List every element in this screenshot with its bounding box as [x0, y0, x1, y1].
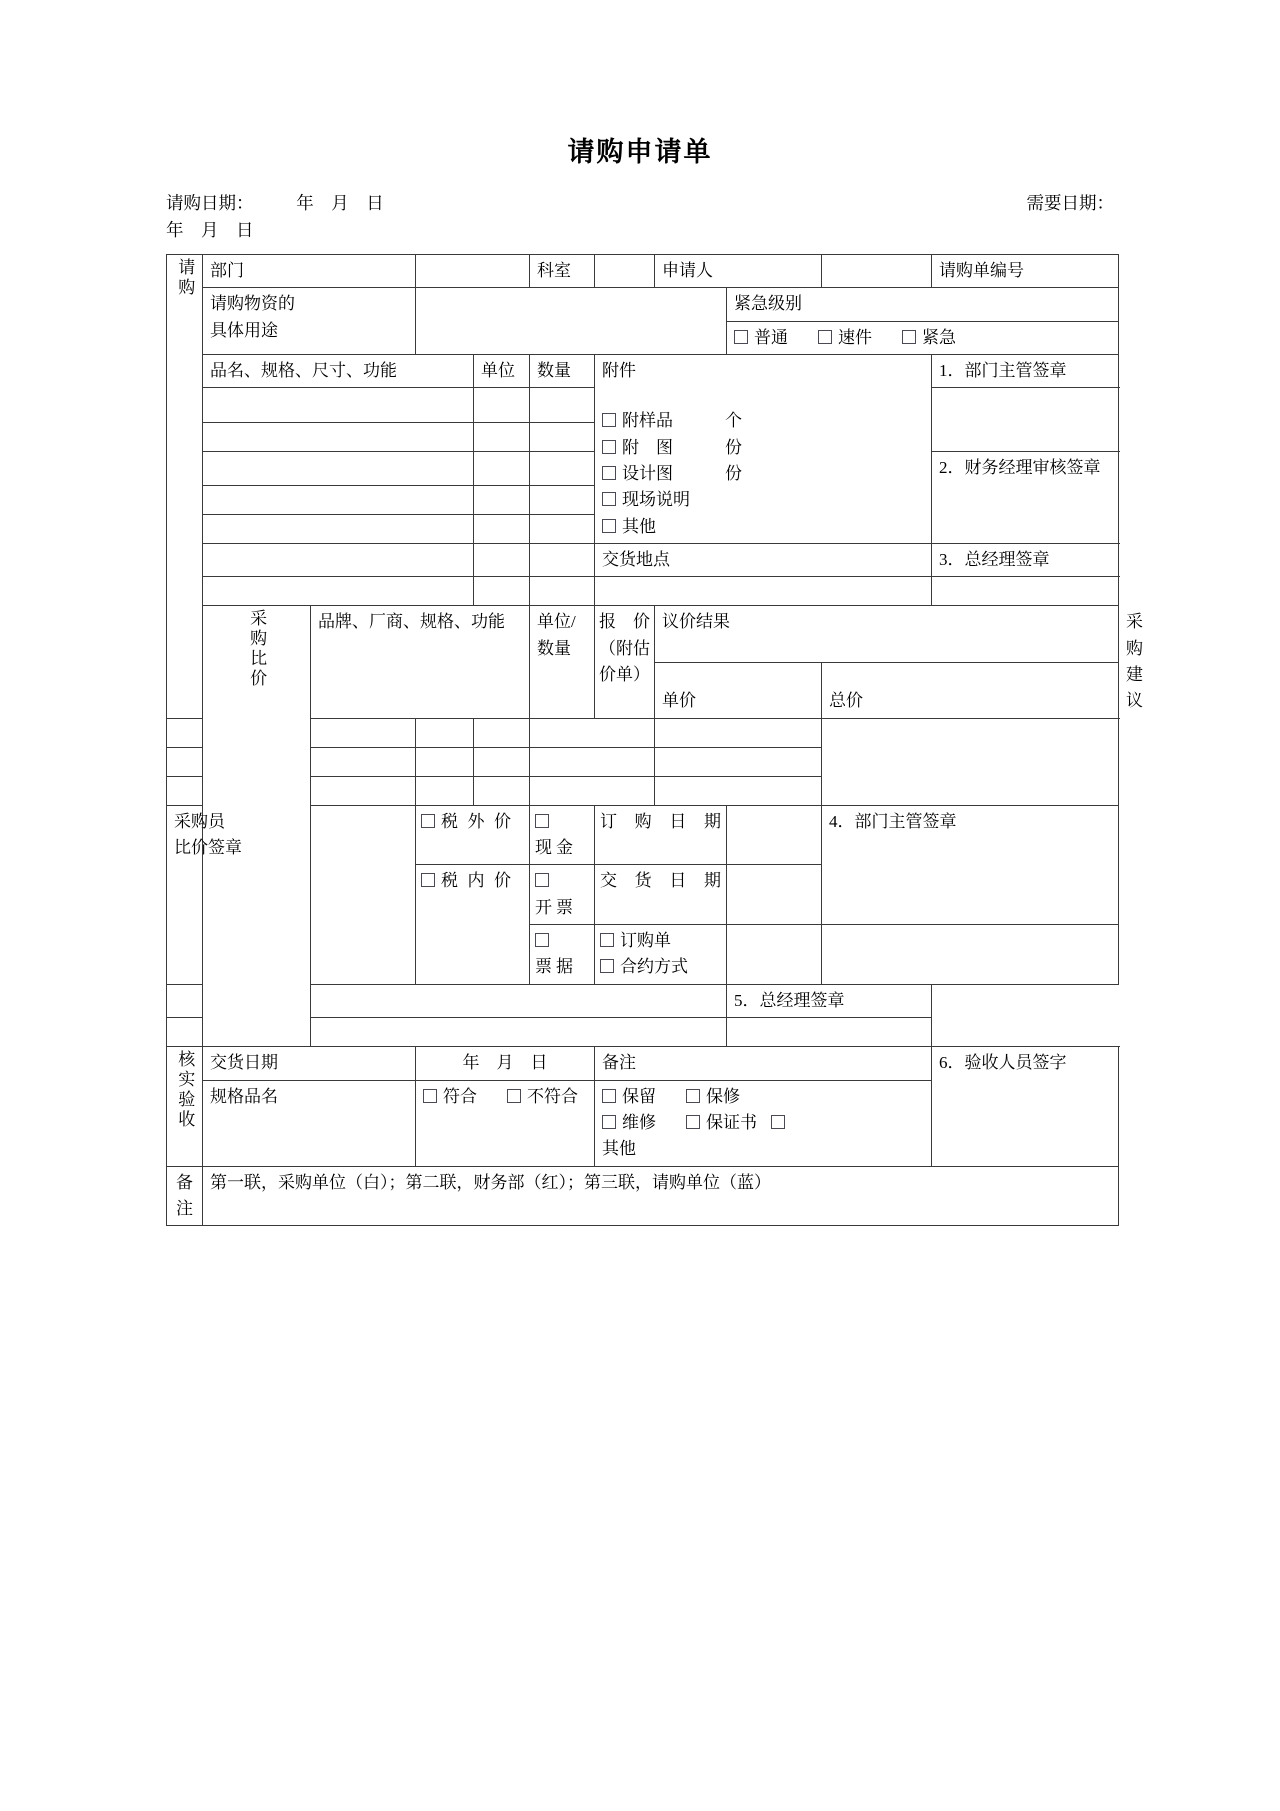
item-name-value[interactable]: [203, 544, 474, 577]
requisition-form-table: [166, 254, 1143, 1226]
verify-remark-options: 保留 保修 维修 保证书 其他: [595, 1080, 932, 1166]
item-qty-value[interactable]: [530, 388, 595, 422]
col-header-attachment: 附件: [602, 360, 636, 380]
col-header-unit-price: 单价: [655, 662, 822, 718]
table-row-signature-5-area: [167, 1018, 1119, 1047]
item-name-value[interactable]: [203, 577, 474, 606]
cash-option: 现金: [530, 805, 595, 865]
item-qty-value[interactable]: [530, 451, 595, 485]
page-title: 请购申请单: [567, 137, 713, 167]
urgency-option-urgent: 紧急: [922, 327, 956, 347]
attachment-option-sample: 附样品 个: [602, 408, 924, 434]
table-row-item: [167, 577, 1119, 606]
footer-remark-label: 备注: [167, 1166, 203, 1226]
urgency-options: [727, 321, 1119, 354]
checkbox-hold[interactable]: [602, 1089, 616, 1103]
table-row-footer-remark: [167, 1166, 1119, 1226]
verify-spec-label: 规格品名: [203, 1080, 416, 1166]
signature-4-area[interactable]: [822, 925, 1119, 985]
item-qty-value[interactable]: [530, 577, 595, 606]
brand-value[interactable]: [167, 776, 416, 805]
tax-exclusive-option: 税外价: [416, 805, 530, 865]
table-row-delivery-place: [167, 544, 1119, 577]
section-value[interactable]: [595, 254, 655, 287]
col-header-brand: 品牌、厂商、规格、功能: [311, 606, 530, 718]
table-row-department: [167, 254, 1119, 287]
date-bar: [166, 190, 1114, 244]
section-label-compare: 采购比价: [203, 606, 311, 1047]
order-no-label: 请购单编号: [932, 254, 1119, 287]
table-row-item-header: [167, 354, 1119, 387]
footer-remark-text: 第一联，采购单位（白）；第二联，财务部（红）；第三联，请购单位（蓝）: [203, 1166, 1119, 1226]
verify-remark-label: 备注: [595, 1047, 932, 1080]
item-unit-value[interactable]: [474, 577, 530, 606]
section-label: 科室: [530, 254, 595, 287]
unit-qty-value[interactable]: [416, 718, 474, 747]
dept-value[interactable]: [416, 254, 530, 287]
table-row-tax-cash: [167, 805, 1119, 865]
order-date-label: 订购日期: [595, 805, 727, 865]
checkbox-other-verify[interactable]: [771, 1115, 785, 1129]
need-date-group: [1027, 190, 1115, 217]
purchase-advice-value[interactable]: [822, 718, 1119, 805]
checkbox-tax-inclusive[interactable]: [421, 873, 435, 887]
signature-2-finance-manager[interactable]: 2．财务经理审核签章: [932, 451, 1119, 543]
signature-3-general-manager[interactable]: 3．总经理签章: [932, 544, 1119, 577]
urgency-label: 紧急级别: [727, 288, 1119, 321]
signature-1-area[interactable]: [932, 388, 1119, 451]
brand-value[interactable]: [167, 747, 416, 776]
item-name-value[interactable]: [203, 451, 474, 485]
purpose-value[interactable]: [416, 288, 727, 355]
verify-delivery-date-value[interactable]: 年 月 日: [416, 1047, 595, 1080]
item-unit-value[interactable]: [474, 486, 530, 515]
verify-conformity-options: 符合 不符合: [416, 1080, 595, 1166]
checkbox-certificate[interactable]: [686, 1115, 700, 1129]
item-unit-value[interactable]: [474, 388, 530, 422]
delivery-date-label-compare: 交货日期: [595, 865, 727, 925]
attachment-option-design: 设计图 份: [602, 461, 924, 487]
item-unit-value[interactable]: [474, 544, 530, 577]
urgency-option-normal: 普通: [754, 327, 788, 347]
checkbox-receipt[interactable]: [535, 933, 549, 947]
item-name-value[interactable]: [203, 515, 474, 544]
signature-1-dept-manager[interactable]: 1．部门主管签章: [932, 354, 1119, 387]
attachment-option-other: 其他: [602, 514, 924, 540]
table-row-purpose: [167, 288, 1119, 321]
item-unit-value[interactable]: [474, 515, 530, 544]
quote-value[interactable]: [474, 718, 530, 747]
total-price-value[interactable]: [655, 718, 822, 747]
item-unit-value[interactable]: [474, 451, 530, 485]
item-name-value[interactable]: [203, 388, 474, 422]
checkbox-repair[interactable]: [602, 1115, 616, 1129]
section-label-request: 请购: [167, 254, 203, 718]
table-row-verify-delivery: [167, 1047, 1119, 1080]
receipt-option: 票据: [530, 925, 595, 985]
unit-price-value[interactable]: [530, 718, 655, 747]
col-header-qty: 数量: [530, 354, 595, 387]
order-contract-value[interactable]: [727, 925, 822, 985]
applicant-label: 申请人: [655, 254, 822, 287]
need-date-label: 需要日期：: [1026, 192, 1114, 213]
checkbox-cash[interactable]: [535, 814, 549, 828]
checkbox-attach-design[interactable]: [602, 466, 616, 480]
unit-qty-value[interactable]: [416, 747, 474, 776]
item-name-value[interactable]: [203, 486, 474, 515]
compare-blank-area[interactable]: [167, 984, 727, 1017]
verify-delivery-date-label: 交货日期: [203, 1047, 416, 1080]
need-date-units[interactable]: 年 月 日: [166, 219, 254, 240]
item-qty-value[interactable]: [530, 486, 595, 515]
unit-qty-value[interactable]: [416, 776, 474, 805]
item-name-value[interactable]: [203, 422, 474, 451]
item-qty-value[interactable]: [530, 515, 595, 544]
checkbox-attach-drawing[interactable]: [602, 440, 616, 454]
attachment-option-drawing: 附 图 份: [602, 435, 924, 461]
signature-5-general-manager[interactable]: 5．总经理签章: [727, 984, 932, 1017]
buyer-compare-signature-value[interactable]: [311, 805, 416, 984]
col-header-unit: 单位: [474, 354, 530, 387]
dept-label: 部门: [203, 254, 416, 287]
delivery-place-value[interactable]: [595, 577, 932, 606]
col-header-quote: 报 价（附估价单）: [595, 606, 655, 718]
unit-price-value[interactable]: [530, 747, 655, 776]
signature-4-dept-manager[interactable]: 4．部门主管签章: [822, 805, 1119, 924]
unit-price-value[interactable]: [530, 776, 655, 805]
checkbox-nonconform[interactable]: [507, 1089, 521, 1103]
col-header-unit-qty: 单位/ 数量: [530, 606, 595, 718]
request-date-units[interactable]: 年 月 日: [296, 192, 384, 213]
table-row-signature-5: [167, 984, 1119, 1017]
checkbox-attach-sample[interactable]: [602, 413, 616, 427]
item-qty-value[interactable]: [530, 544, 595, 577]
section-label-verify: 核实验收: [167, 1047, 203, 1166]
delivery-place-label: 交货地点: [595, 544, 932, 577]
col-header-item: 品名、规格、尺寸、功能: [203, 354, 474, 387]
checkbox-attach-other[interactable]: [602, 519, 616, 533]
tax-inclusive-option: 税内价: [416, 865, 530, 984]
signature-3-area[interactable]: [932, 577, 1119, 606]
checkbox-order-form[interactable]: [600, 933, 614, 947]
signature-5-area[interactable]: [727, 1018, 932, 1047]
checkbox-urgency-urgent[interactable]: [902, 330, 916, 344]
invoice-option: 开票: [530, 865, 595, 925]
table-row-compare-header: 采购比价 品牌、厂商、规格、功能 单位/ 数量 报 价（附估价单） 议价结果 采购建议: [167, 606, 1119, 662]
checkbox-invoice[interactable]: [535, 873, 549, 887]
total-price-value[interactable]: [655, 747, 822, 776]
attachment-cell: [595, 354, 932, 543]
purpose-label: 请购物资的 具体用途: [203, 288, 416, 355]
col-header-negotiation: 议价结果: [655, 606, 1119, 662]
item-unit-value[interactable]: [474, 422, 530, 451]
request-date-label: 请购日期：: [166, 192, 254, 213]
brand-value[interactable]: [167, 718, 416, 747]
applicant-value[interactable]: [822, 254, 932, 287]
signature-6-inspector[interactable]: 6．验收人员签字: [932, 1047, 1119, 1166]
compare-blank-area[interactable]: [167, 1018, 727, 1047]
urgency-option-express: 速件: [838, 327, 872, 347]
delivery-date-value-compare[interactable]: [727, 865, 822, 925]
checkbox-tax-exclusive[interactable]: [421, 814, 435, 828]
checkbox-urgency-express[interactable]: [818, 330, 832, 344]
quote-value[interactable]: [474, 776, 530, 805]
checkbox-attach-onsite[interactable]: [602, 492, 616, 506]
col-header-total-price: 总价: [822, 662, 1119, 718]
order-date-value[interactable]: [727, 805, 822, 865]
checkbox-conform[interactable]: [423, 1089, 437, 1103]
total-price-value[interactable]: [655, 776, 822, 805]
item-qty-value[interactable]: [530, 422, 595, 451]
order-contract-options: 订购单 合约方式: [595, 925, 727, 985]
checkbox-urgency-normal[interactable]: [734, 330, 748, 344]
table-row-compare-item: [167, 718, 1119, 747]
checkbox-warranty[interactable]: [686, 1089, 700, 1103]
quote-value[interactable]: [474, 747, 530, 776]
checkbox-contract[interactable]: [600, 959, 614, 973]
attachment-option-onsite: 现场说明: [602, 487, 924, 513]
buyer-compare-signature-label: 采购员 比价签章: [167, 805, 311, 984]
